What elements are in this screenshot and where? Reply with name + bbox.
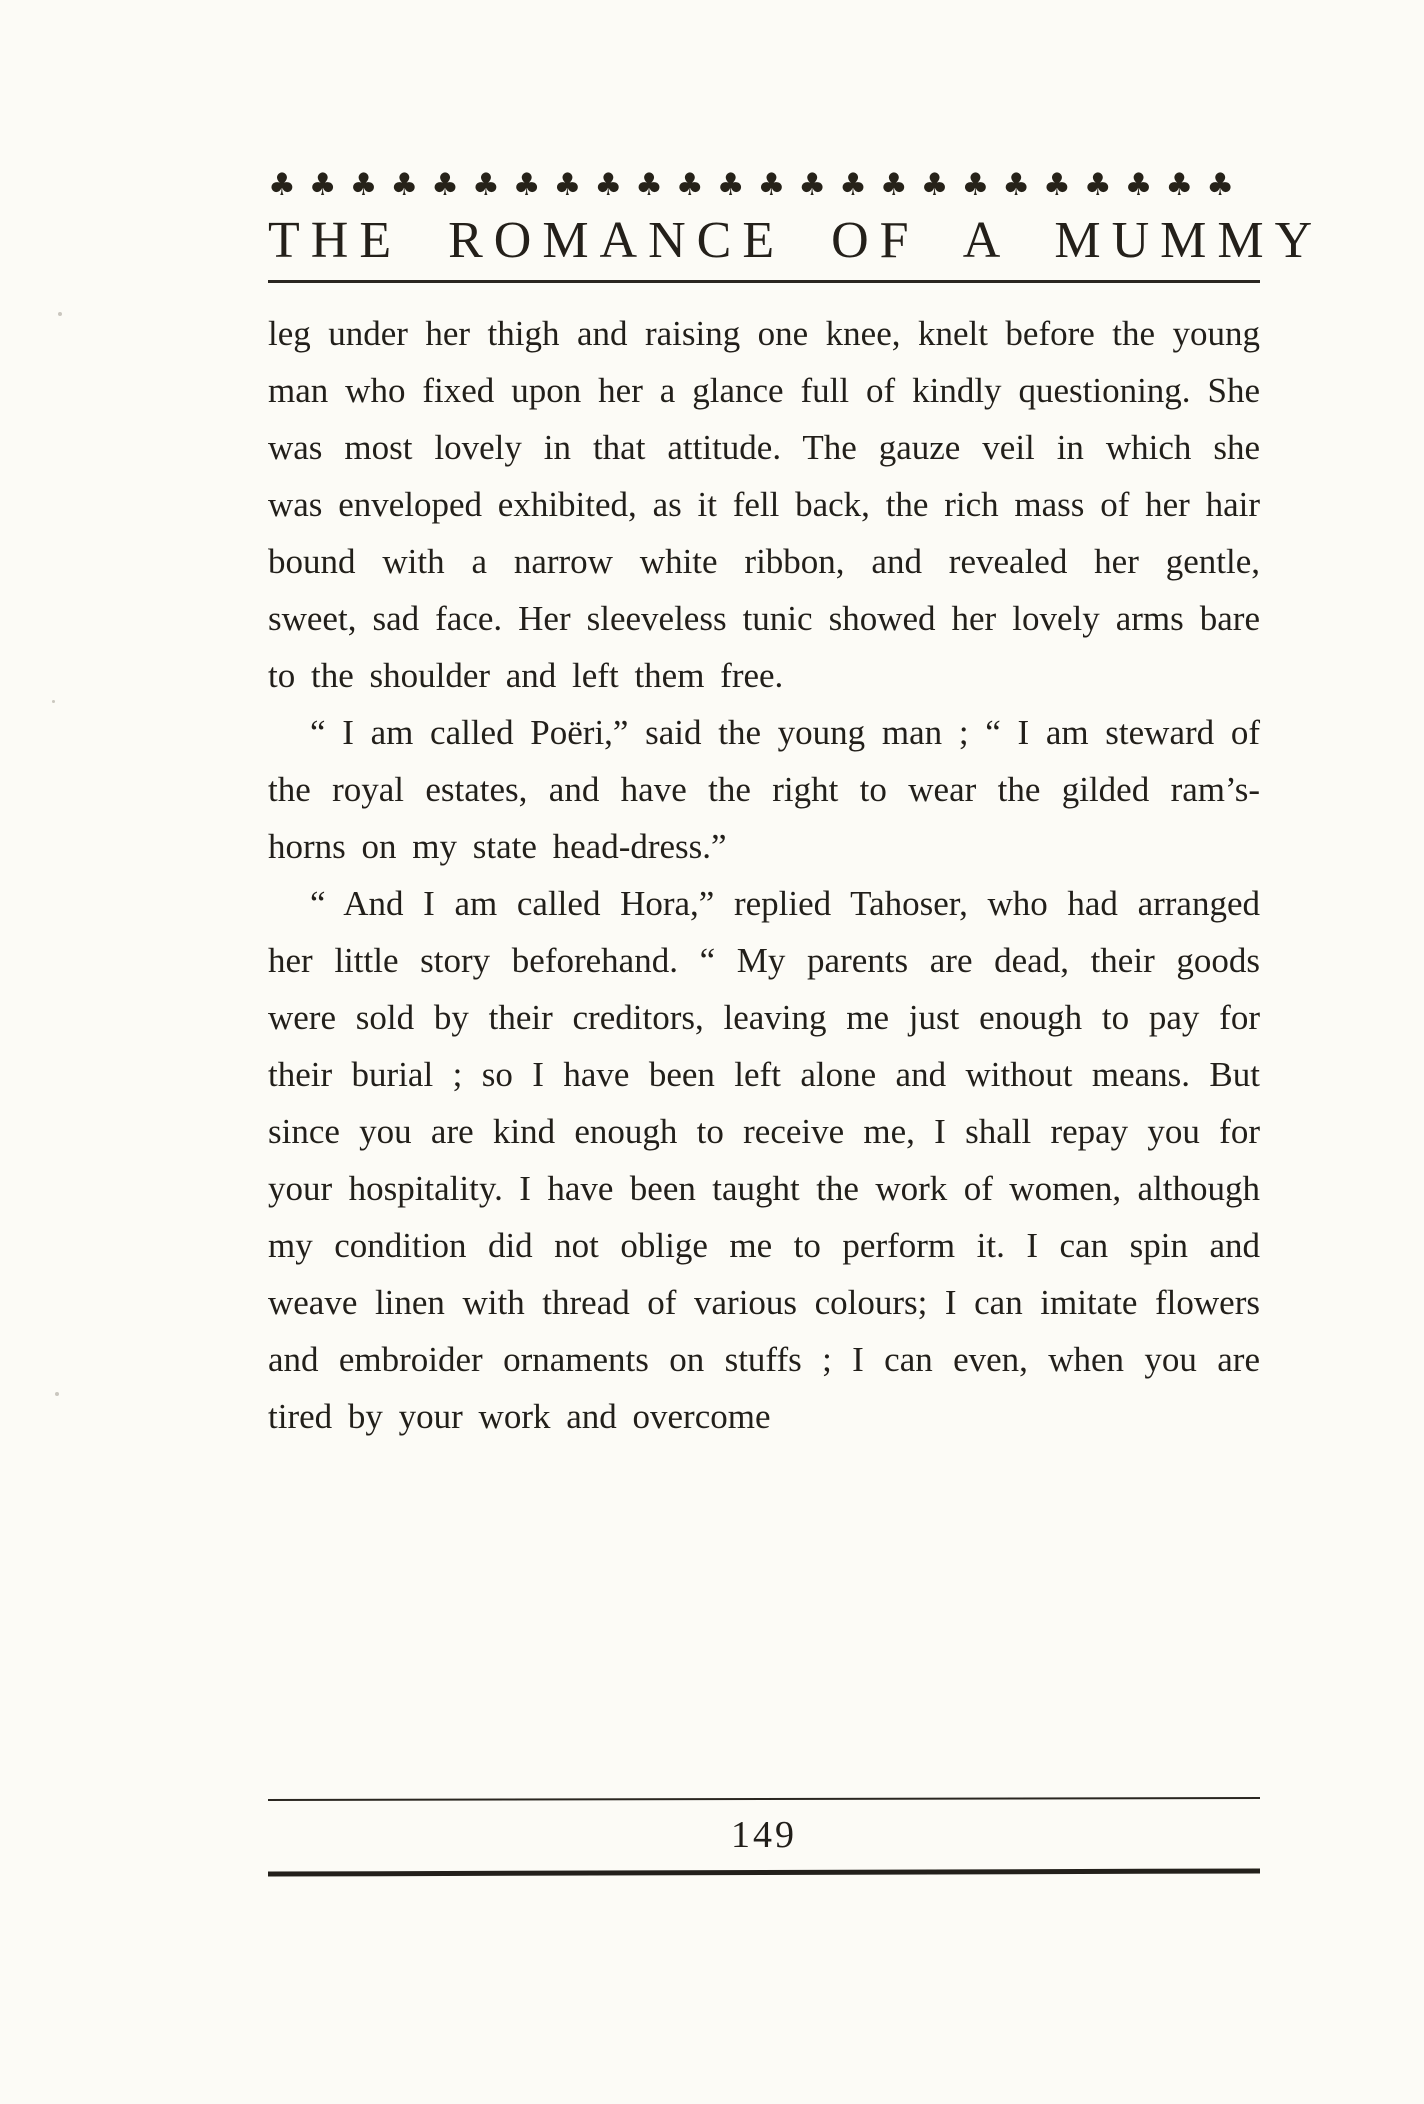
body-text — [268, 305, 1260, 1445]
scan-speck — [55, 1392, 59, 1396]
page-footer — [268, 1798, 1260, 1875]
text-block — [268, 168, 1324, 1445]
paragraph: leg under her thigh and raising one knee, knelt before the young man who fixed upon her a glance full of kindly questioning. She was most lovely in that attitude. The gauze veil in which she was enveloped exhibited, as it fell back, the rich mass of her hair bound with a narrow white ribbon, and revealed her gentle, sweet, sad face. Her sleeveless tunic showed her lovely arms bare to the shoulder and left them free. — [268, 314, 1260, 695]
running-head-title: THE ROMANCE OF A MUMMY — [268, 212, 1324, 269]
title-divider-rule — [268, 280, 1260, 283]
page-number: 149 — [731, 1814, 797, 1856]
scan-speck — [52, 700, 55, 703]
paragraph: “ And I am called Hora,” replied Tahoser, who had arranged her little story beforehand. “ My parents are dead, their goods were sold by their creditors, leaving me just enough to pay for their burial ; so I have been left alone and without means. But since you are kind enough to receive me, I shall repay you for your hospitality. I have been taught the work of women, although my condition did not oblige me to perform it. I can spin and weave linen with thread of various colours; I can imitate flowers and embroider ornaments on stuffs ; I can even, when you are tired by your work and overcome — [268, 884, 1260, 1436]
paragraph: “ I am called Poëri,” said the young man ; “ I am steward of the royal estates, and have the right to wear the gilded ram’s-horns on my state head-dress.” — [268, 713, 1260, 866]
fleuron-ornament-row: ♣♣♣♣♣♣♣♣♣♣♣♣♣♣♣♣♣♣♣♣♣♣♣♣ — [268, 168, 1247, 202]
scan-speck — [58, 312, 62, 316]
